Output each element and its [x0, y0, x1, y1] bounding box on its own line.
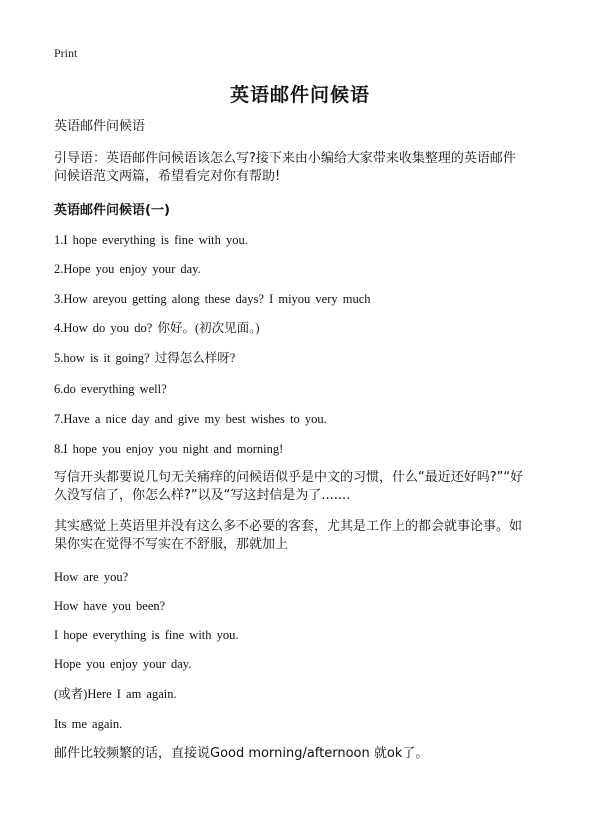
closing-line: 邮件比较频繁的话，直接说Good morning/afternoon 就ok了。 — [54, 746, 429, 761]
intro-line-1: 引导语：英语邮件问候语该怎么写?接下来由小编给大家带来收集整理的英语邮件 — [54, 151, 516, 166]
phrase-item: Hope you enjoy your day. — [54, 657, 192, 671]
paragraph-2-line-1: 其实感觉上英语里并没有这么多不必要的客套，尤其是工作上的都会就事论事。如 — [54, 519, 523, 534]
phrase-item: (或者)Here I am again. — [54, 687, 177, 701]
list-item: 5.how is it going? 过得怎么样呀? — [54, 351, 236, 365]
phrase-item: I hope everything is fine with you. — [54, 628, 239, 642]
phrase-item: How are you? — [54, 570, 129, 584]
list-item: 4.How do you do? 你好。(初次见面。) — [54, 321, 260, 335]
list-item: 3.How areyou getting along these days? I miyou very much — [54, 292, 371, 306]
list-item: 8.I hope you enjoy you night and morning! — [54, 442, 284, 456]
list-item: 1.I hope everything is fine with you. — [54, 233, 248, 247]
intro-line-2: 问候语范文两篇，希望看完对你有帮助! — [54, 169, 281, 184]
subtitle: 英语邮件问候语 — [54, 119, 146, 134]
section-heading: 英语邮件问候语(一) — [54, 203, 170, 218]
paragraph-1-line-1: 写信开头都要说几句无关痛痒的问候语似乎是中文的习惯，什么“最近还好吗?”“好 — [54, 470, 524, 485]
list-item: 6.do everything well? — [54, 382, 167, 396]
page-title: 英语邮件问候语 — [229, 84, 370, 106]
paragraph-1-line-2: 久没写信了，你怎么样?”以及“写这封信是为了....... — [54, 488, 351, 503]
phrase-item: Its me again. — [54, 717, 123, 731]
phrase-item: How have you been? — [54, 599, 166, 613]
list-item: 2.Hope you enjoy your day. — [54, 262, 201, 276]
paragraph-2-line-2: 果你实在觉得不写实在不舒服，那就加上 — [54, 537, 289, 552]
list-item: 7.Have a nice day and give my best wishes to you. — [54, 412, 327, 426]
print-label[interactable]: Print — [54, 46, 78, 60]
